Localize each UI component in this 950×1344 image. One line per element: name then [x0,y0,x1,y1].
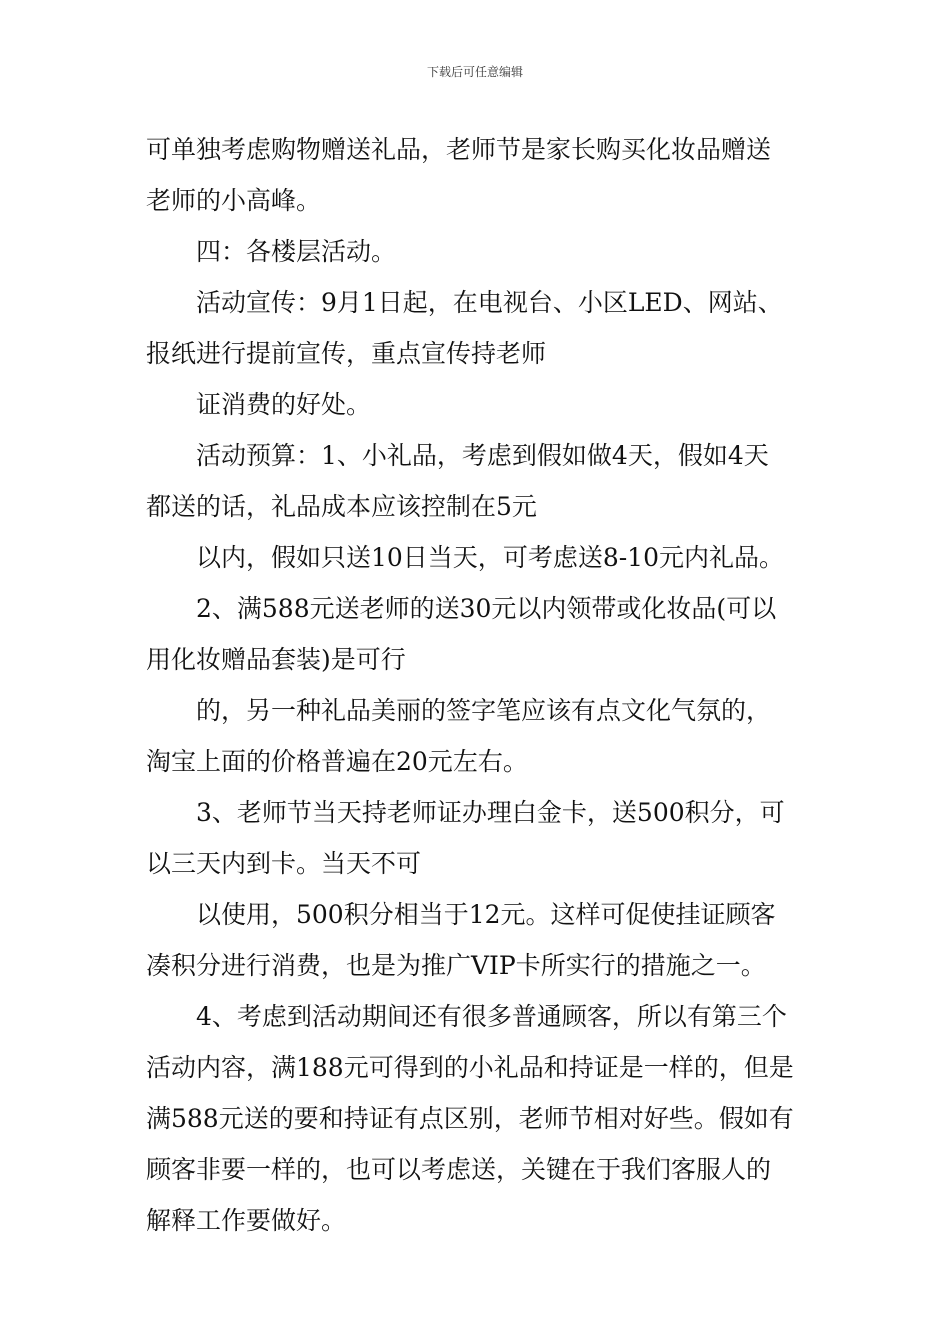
text-line: 4、考虑到活动期间还有很多普通顾客，所以有第三个 [196,1002,787,1031]
text-line: 解释工作要做好。 [146,1206,347,1235]
text-line: 用化妆赠品套装)是可行 [146,645,406,674]
text-line: 活动宣传：9月1日起，在电视台、小区LED、网站、 [196,288,783,317]
text-line: 活动预算：1、小礼品，考虑到假如做4天，假如4天 [196,441,769,470]
text-line: 证消费的好处。 [196,390,372,419]
text-line: 3、老师节当天持老师证办理白金卡，送500积分，可 [196,798,785,827]
text-line: 以使用，500积分相当于12元。这样可促使挂证顾客 [196,900,776,929]
text-line: 报纸进行提前宣传，重点宣传持老师 [146,339,547,368]
text-line: 满588元送的要和持证有点区别，老师节相对好些。假如有 [146,1104,794,1133]
page-header: 下载后可任意编辑 [426,65,523,79]
text-line: 老师的小高峰。 [146,186,322,215]
text-line: 以内，假如只送10日当天，可考虑送8-10元内礼品。 [196,543,784,572]
text-line: 的，另一种礼品美丽的签字笔应该有点文化气氛的， [196,696,772,725]
text-line: 淘宝上面的价格普遍在20元左右。 [146,747,528,776]
text-line: 凑积分进行消费，也是为推广VIP卡所实行的措施之一。 [146,951,766,980]
text-line: 都送的话，礼品成本应该控制在5元 [146,492,537,521]
text-line: 四：各楼层活动。 [196,237,397,266]
text-line: 2、满588元送老师的送30元以内领带或化妆品(可以 [196,594,777,623]
text-line: 活动内容，满188元可得到的小礼品和持证是一样的，但是 [146,1053,794,1082]
text-line: 以三天内到卡。当天不可 [146,849,422,878]
text-line: 顾客非要一样的，也可以考虑送，关键在于我们客服人的 [146,1155,772,1184]
document-body [146,124,814,1246]
text-line: 可单独考虑购物赠送礼品，老师节是家长购买化妆品赠送 [146,135,772,164]
